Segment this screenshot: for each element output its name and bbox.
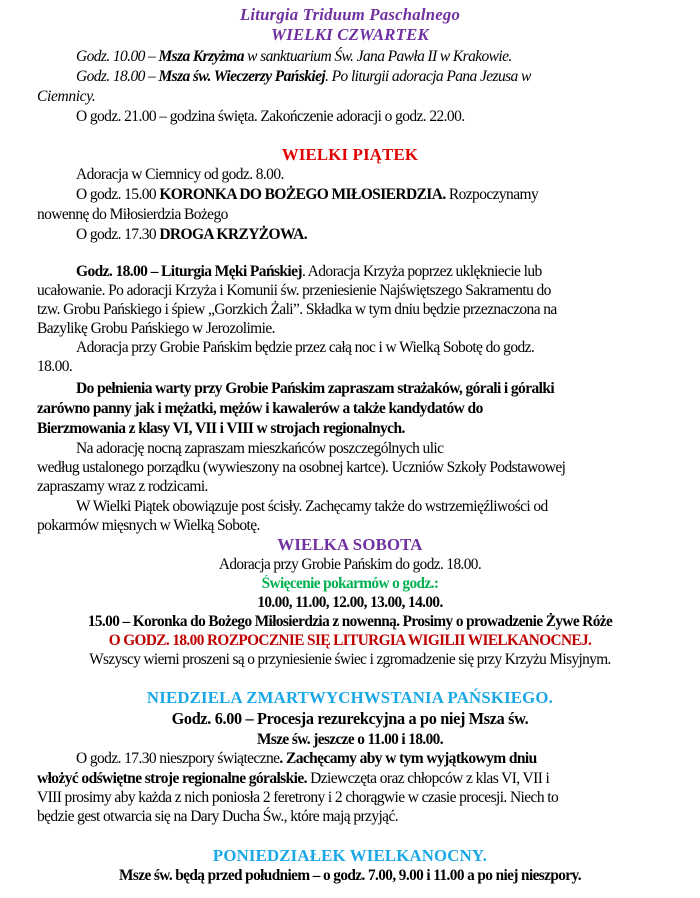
friday-p2-line-2: 18.00. xyxy=(37,358,73,375)
saturday-line-3: 10.00, 11.00, 12.00, 13.00, 14.00. xyxy=(257,594,443,611)
friday-p1-line-4: Bazylikę Grobu Pańskiego w Jerozolimie. xyxy=(37,320,275,337)
heading-poniedzialek: PONIEDZIAŁEK WIELKANOCNY. xyxy=(212,846,488,865)
heading-niedziela: NIEDZIELA ZMARTWYCHWSTANIA PAŃSKIEGO. xyxy=(146,688,554,707)
friday-p3-line-3: Bierzmowania z klasy VI, VII i VIII w strojach regionalnych. xyxy=(37,420,405,437)
thursday-line-4: O godz. 21.00 – godzina święta. Zakończenie adoracji o godz. 22.00. xyxy=(76,108,465,125)
sunday-line-1: Godz. 6.00 – Procesja rezurekcyjna a po niej Msza św. xyxy=(171,709,529,728)
friday-p3-line-2: zarówno panny jak i mężatki, mężów i kawalerów a także kandydatów do xyxy=(37,400,483,417)
text-bold: włożyć odświętne stroje regionalne góralskie. xyxy=(37,770,307,787)
thursday-line-2 xyxy=(76,67,531,86)
friday-p1-line-3: tzw. Grobu Pańskiego i śpiew „Gorzkich Żali”. Składka w tym dniu będzie przeznaczona na xyxy=(37,301,557,318)
monday-line-1: Msze św. będą przed południem – o godz. 7.00, 9.00 i 11.00 a po niej nieszpory. xyxy=(119,867,581,884)
saturday-line-5: O GODZ. 18.00 ROZPOCZNIE SIĘ LITURGIA WIGILII WIELKANOCNEJ. xyxy=(108,632,592,649)
sunday-line-3 xyxy=(76,749,537,768)
saturday-line-2: Święcenie pokarmów o godz.: xyxy=(261,575,439,592)
friday-line-3: nowennę do Miłosierdzia Bożego xyxy=(37,206,228,223)
friday-line-4 xyxy=(76,225,307,244)
text-bold: Msza Krzyżma xyxy=(158,48,244,65)
friday-p4-line-3: zapraszamy wraz z rodzicami. xyxy=(37,478,208,495)
saturday-line-4: 15.00 – Koronka do Bożego Miłosierdzia z nowenną. Prosimy o prowadzenie Żywe Róże xyxy=(87,613,613,630)
text: Godz. 10.00 – xyxy=(76,48,159,65)
sunday-line-6: będzie gest otwarcia się na Dary Ducha Św., które mają przyjąć. xyxy=(37,808,399,825)
friday-p2-line-1: Adoracja przy Grobie Pańskim będzie przez całą noc i w Wielką Sobotę do godz. xyxy=(76,339,535,356)
text: Rozpoczynamy xyxy=(445,186,539,203)
text-bold: Godz. 18.00 – Liturgia Męki Pańskiej xyxy=(76,263,302,280)
friday-p3-line-1: Do pełnienia warty przy Grobie Pańskim zapraszam strażaków, górali i góralki xyxy=(76,380,555,397)
friday-line-1: Adoracja w Ciemnicy od godz. 8.00. xyxy=(76,166,284,183)
text: . Po liturgii adoracja Pana Jezusa w xyxy=(325,68,531,85)
friday-p1-line-2: ucałowanie. Po adoracji Krzyża i Komunii św. przeniesienie Najświętszego Sakramentu do xyxy=(37,282,551,299)
sunday-line-2: Msze św. jeszcze o 11.00 i 18.00. xyxy=(257,731,443,748)
thursday-line-1 xyxy=(76,47,512,66)
sunday-line-4 xyxy=(37,769,549,788)
heading-wielki-czwartek: WIELKI CZWARTEK xyxy=(271,25,429,44)
friday-p4-line-1: Na adorację nocną zapraszam mieszkańców poszczególnych ulic xyxy=(76,440,444,457)
friday-p5-line-1: W Wielki Piątek obowiązuje post ścisły. Zachęcamy także do wstrzemięźliwości od xyxy=(76,498,548,515)
text: O godz. 17.30 xyxy=(76,226,160,243)
saturday-line-6: Wszyscy wierni proszeni są o przyniesienie świec i zgromadzenie się przy Krzyżu Misyjnym. xyxy=(89,651,611,668)
text-bold: KORONKA DO BOŻEGO MIŁOSIERDZIA. xyxy=(159,186,446,203)
text: O godz. 17.30 nieszpory świąteczne xyxy=(76,750,280,767)
sunday-line-5: VIII prosimy aby każda z nich poniosła 2 feretrony i 2 chorągwie w czasie procesji. Niech to xyxy=(37,789,559,806)
text-bold: Msza św. Wieczerzy Pańskiej xyxy=(158,68,326,85)
saturday-line-1: Adoracja przy Grobie Pańskim do godz. 18.00. xyxy=(218,556,482,573)
text-bold: DROGA KRZYŻOWA. xyxy=(159,226,308,243)
heading-wielki-piatek: WIELKI PIĄTEK xyxy=(281,145,419,164)
thursday-line-3: Ciemnicy. xyxy=(37,88,96,105)
text: Godz. 18.00 – xyxy=(76,68,159,85)
document-title: Liturgia Triduum Paschalnego xyxy=(239,5,461,24)
text: . Adoracja Krzyża poprzez uklękniecie lub xyxy=(301,263,542,280)
friday-p4-line-2: według ustalonego porządku (wywieszony na osobnej kartce). Uczniów Szkoły Podstawowej xyxy=(37,459,566,476)
friday-p5-line-2: pokarmów mięsnych w Wielką Sobotę. xyxy=(37,517,260,534)
text: Dziewczęta oraz chłopców z klas VI, VII i xyxy=(306,770,550,787)
text-bold: . Zachęcamy aby w tym wyjątkowym dniu xyxy=(279,750,537,767)
heading-wielka-sobota: WIELKA SOBOTA xyxy=(277,535,423,554)
text: w sanktuarium Św. Jana Pawła II w Krakowie. xyxy=(243,48,512,65)
friday-p1-line-1 xyxy=(76,262,542,281)
friday-line-2 xyxy=(76,185,538,204)
text: O godz. 15.00 xyxy=(76,186,160,203)
